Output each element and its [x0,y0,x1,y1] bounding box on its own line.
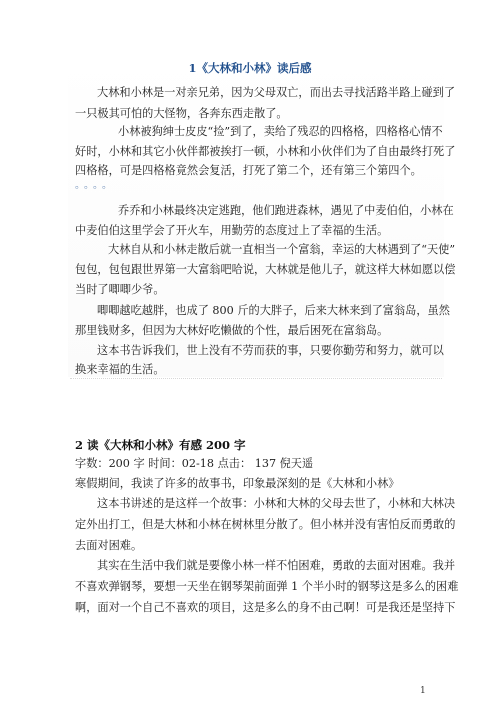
section1-paragraph-3-line-1: 乔乔和小林最终决定逃跑，他们跑进森林，遇见了中麦伯伯，小林在 [118,204,454,217]
section-divider [70,378,442,379]
section1-title: 1《大林和小林》读后感 [188,61,312,75]
ellipsis-dots: 。。。。 [75,180,116,191]
section1-paragraph-1-line-1: 大林和小林是一对亲兄弟，因为父母双亡，而出去寻找活路半路上碰到了 [97,86,456,99]
section1-paragraph-2-line-1: 小林被狗绅士皮皮“捡”到了，卖给了残忍的四格格，四格格心情不 [118,125,443,138]
section1-paragraph-6-line-1: 这本书告诉我们，世上没有不劳而获的事，只要你勤劳和努力，就可以 [97,344,444,357]
section2-paragraph-2-line-2: 不喜欢弹钢琴，要想一天坐在钢琴架前面弹 1 个半小时的钢琴这是多么的困难 [75,580,459,593]
section1-paragraph-1-line-2: 一只极其可怕的大怪物，各奔东西走散了。 [75,107,288,120]
section2-paragraph-1-line-1: 这本书讲述的是这样一个故事：小林和大林的父母去世了，小林和大林决 [97,497,456,510]
section1-paragraph-4-line-3: 当时了唧唧少爷。 [75,283,165,296]
section2-paragraph-1-line-3: 去面对困难。 [75,539,143,552]
section1-paragraph-6-line-2: 换来幸福的生活。 [75,363,165,376]
section1-paragraph-5-line-1: 唧唧越吃越胖，也成了 800 斤的大胖子，后来大林来到了富翁岛，虽然 [97,304,450,317]
article-meta: 字数：200 字 时间：02-18 点击： 137 倪天遥 [75,457,314,470]
section1-paragraph-2-line-2: 好时，小林和其它小伙伴都被挨打一顿，小林和小伙伴们为了自由最终打死了 [75,145,456,158]
section2-intro: 寒假期间，我读了许多的故事书，印象最深刻的是《大林和小林》 [75,477,400,490]
section1-paragraph-4-line-1: 大林自从和小林走散后就一直相当一个富翁，幸运的大林遇到了“天使” [108,243,456,256]
section1-paragraph-3-line-2: 中麦伯伯这里学会了开火车，用勤劳的态度过上了幸福的生活。 [75,224,389,237]
section1-paragraph-4-line-2: 包包，包包跟世界第一大富翁吧哈说，大林就是他儿子，就这样大林如愿以偿 [75,263,456,276]
section2-title: 2 读《大林和小林》有感 200 字 [75,438,246,452]
section2-paragraph-2-line-1: 其实在生活中我们就是要像小林一样不怕困难，勇敢的去面对困难。我并 [97,559,456,572]
section2-paragraph-2-line-3: 啊，面对一个自己不喜欢的项目，这是多么的身不由己啊！可是我还是坚持下 [75,601,456,614]
section2-paragraph-1-line-2: 定外出打工，但是大林和小林在树林里分散了。但小林并没有害怕反而勇敢的 [75,518,456,531]
section1-paragraph-5-line-2: 那里钱财多，但因为大林好吃懒做的个性，最后困死在富翁岛。 [75,324,389,337]
page-number: 1 [420,686,426,696]
section1-paragraph-2-line-3: 四格格，可是四格格竟然会复活，打死了第二个，还有第三个第四个。 [75,164,422,177]
